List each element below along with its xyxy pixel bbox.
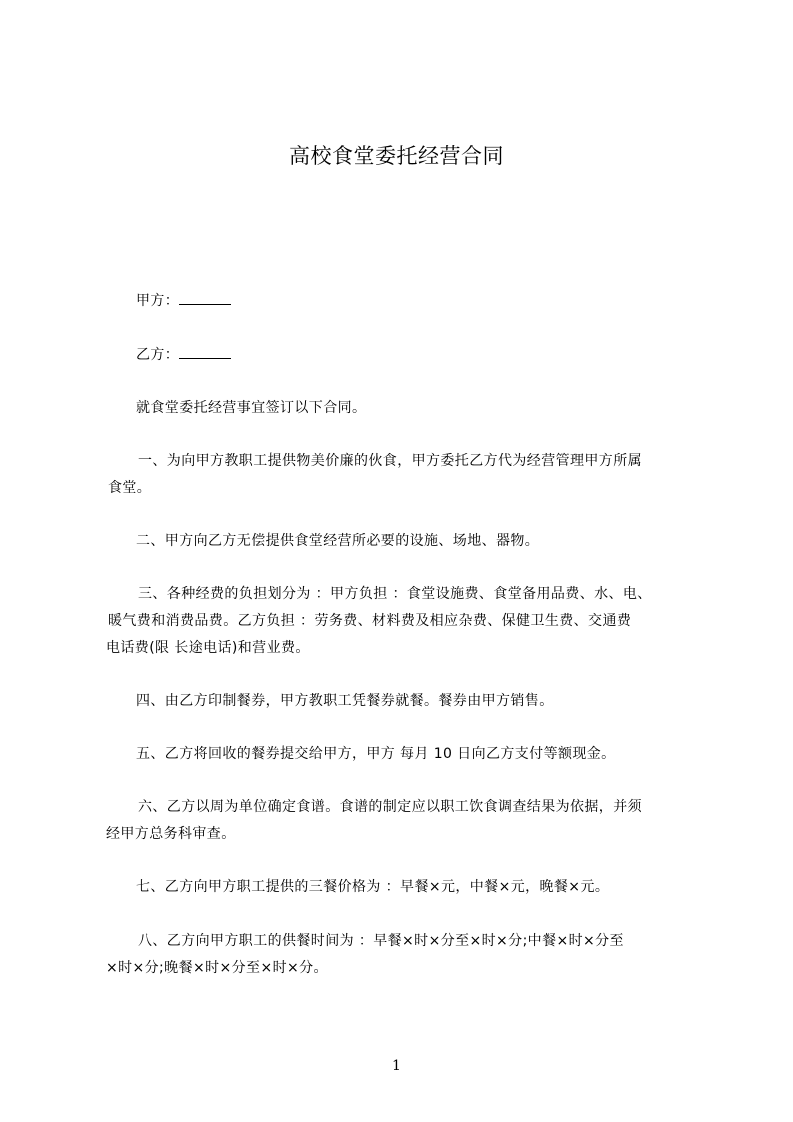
party-b-line — [136, 345, 701, 365]
party-a-label: 甲方： — [136, 293, 180, 309]
clause-8-line-1: 八、乙方向甲方职工的供餐时间为 ：早餐×时×分至×时×分;中餐×时×分至 — [138, 933, 624, 949]
clause-3-line-2: 暖气费和消费品费。乙方负担 ：劳务费、材料费及相应杂费、保健卫生费、交通费 — [108, 613, 632, 629]
clause-4-line-1: 四、由乙方印制餐券，甲方教职工凭餐券就餐。餐券由甲方销售。 — [136, 693, 554, 709]
clause-6-line-2: 经甲方总务科审查。 — [106, 826, 236, 842]
contract-title: 高校食堂委托经营合同 — [289, 144, 504, 168]
clause-7-line-1: 七、乙方向甲方职工提供的三餐价格为 ：早餐×元，中餐×元，晚餐×元。 — [136, 879, 610, 895]
party-b-label: 乙方： — [136, 347, 180, 363]
clause-8-line-2: ×时×分;晚餐×时×分至×时×分。 — [106, 960, 328, 976]
clause-1-line-1: 一、为向甲方教职工提供物美价廉的伙食，甲方委托乙方代为经营管理甲方所属 — [138, 453, 642, 469]
party-a-blank — [179, 291, 231, 305]
intro-paragraph: 就食堂委托经营事宜签订以下合同。 — [136, 400, 367, 416]
party-a-line — [136, 291, 701, 311]
clause-3-line-3: 电话费(限 长途电话)和营业费。 — [106, 640, 310, 656]
clause-6-line-1: 六、乙方以周为单位确定食谱。食谱的制定应以职工饮食调查结果为依据，并须 — [138, 799, 642, 815]
page-number: 1 — [392, 1058, 401, 1074]
clause-1-line-2: 食堂。 — [108, 480, 152, 496]
clause-5-line-1: 五、乙方将回收的餐券提交给甲方，甲方 每月 10 日向乙方支付等额现金。 — [136, 746, 616, 762]
clause-2-line-1: 二、甲方向乙方无偿提供食堂经营所必要的设施、场地、器物。 — [136, 533, 540, 549]
clause-3-line-1: 三、各种经费的负担划分为 ：甲方负担 ：食堂设施费、食堂备用品费、水、电、 — [138, 586, 652, 602]
party-b-blank — [179, 345, 231, 359]
